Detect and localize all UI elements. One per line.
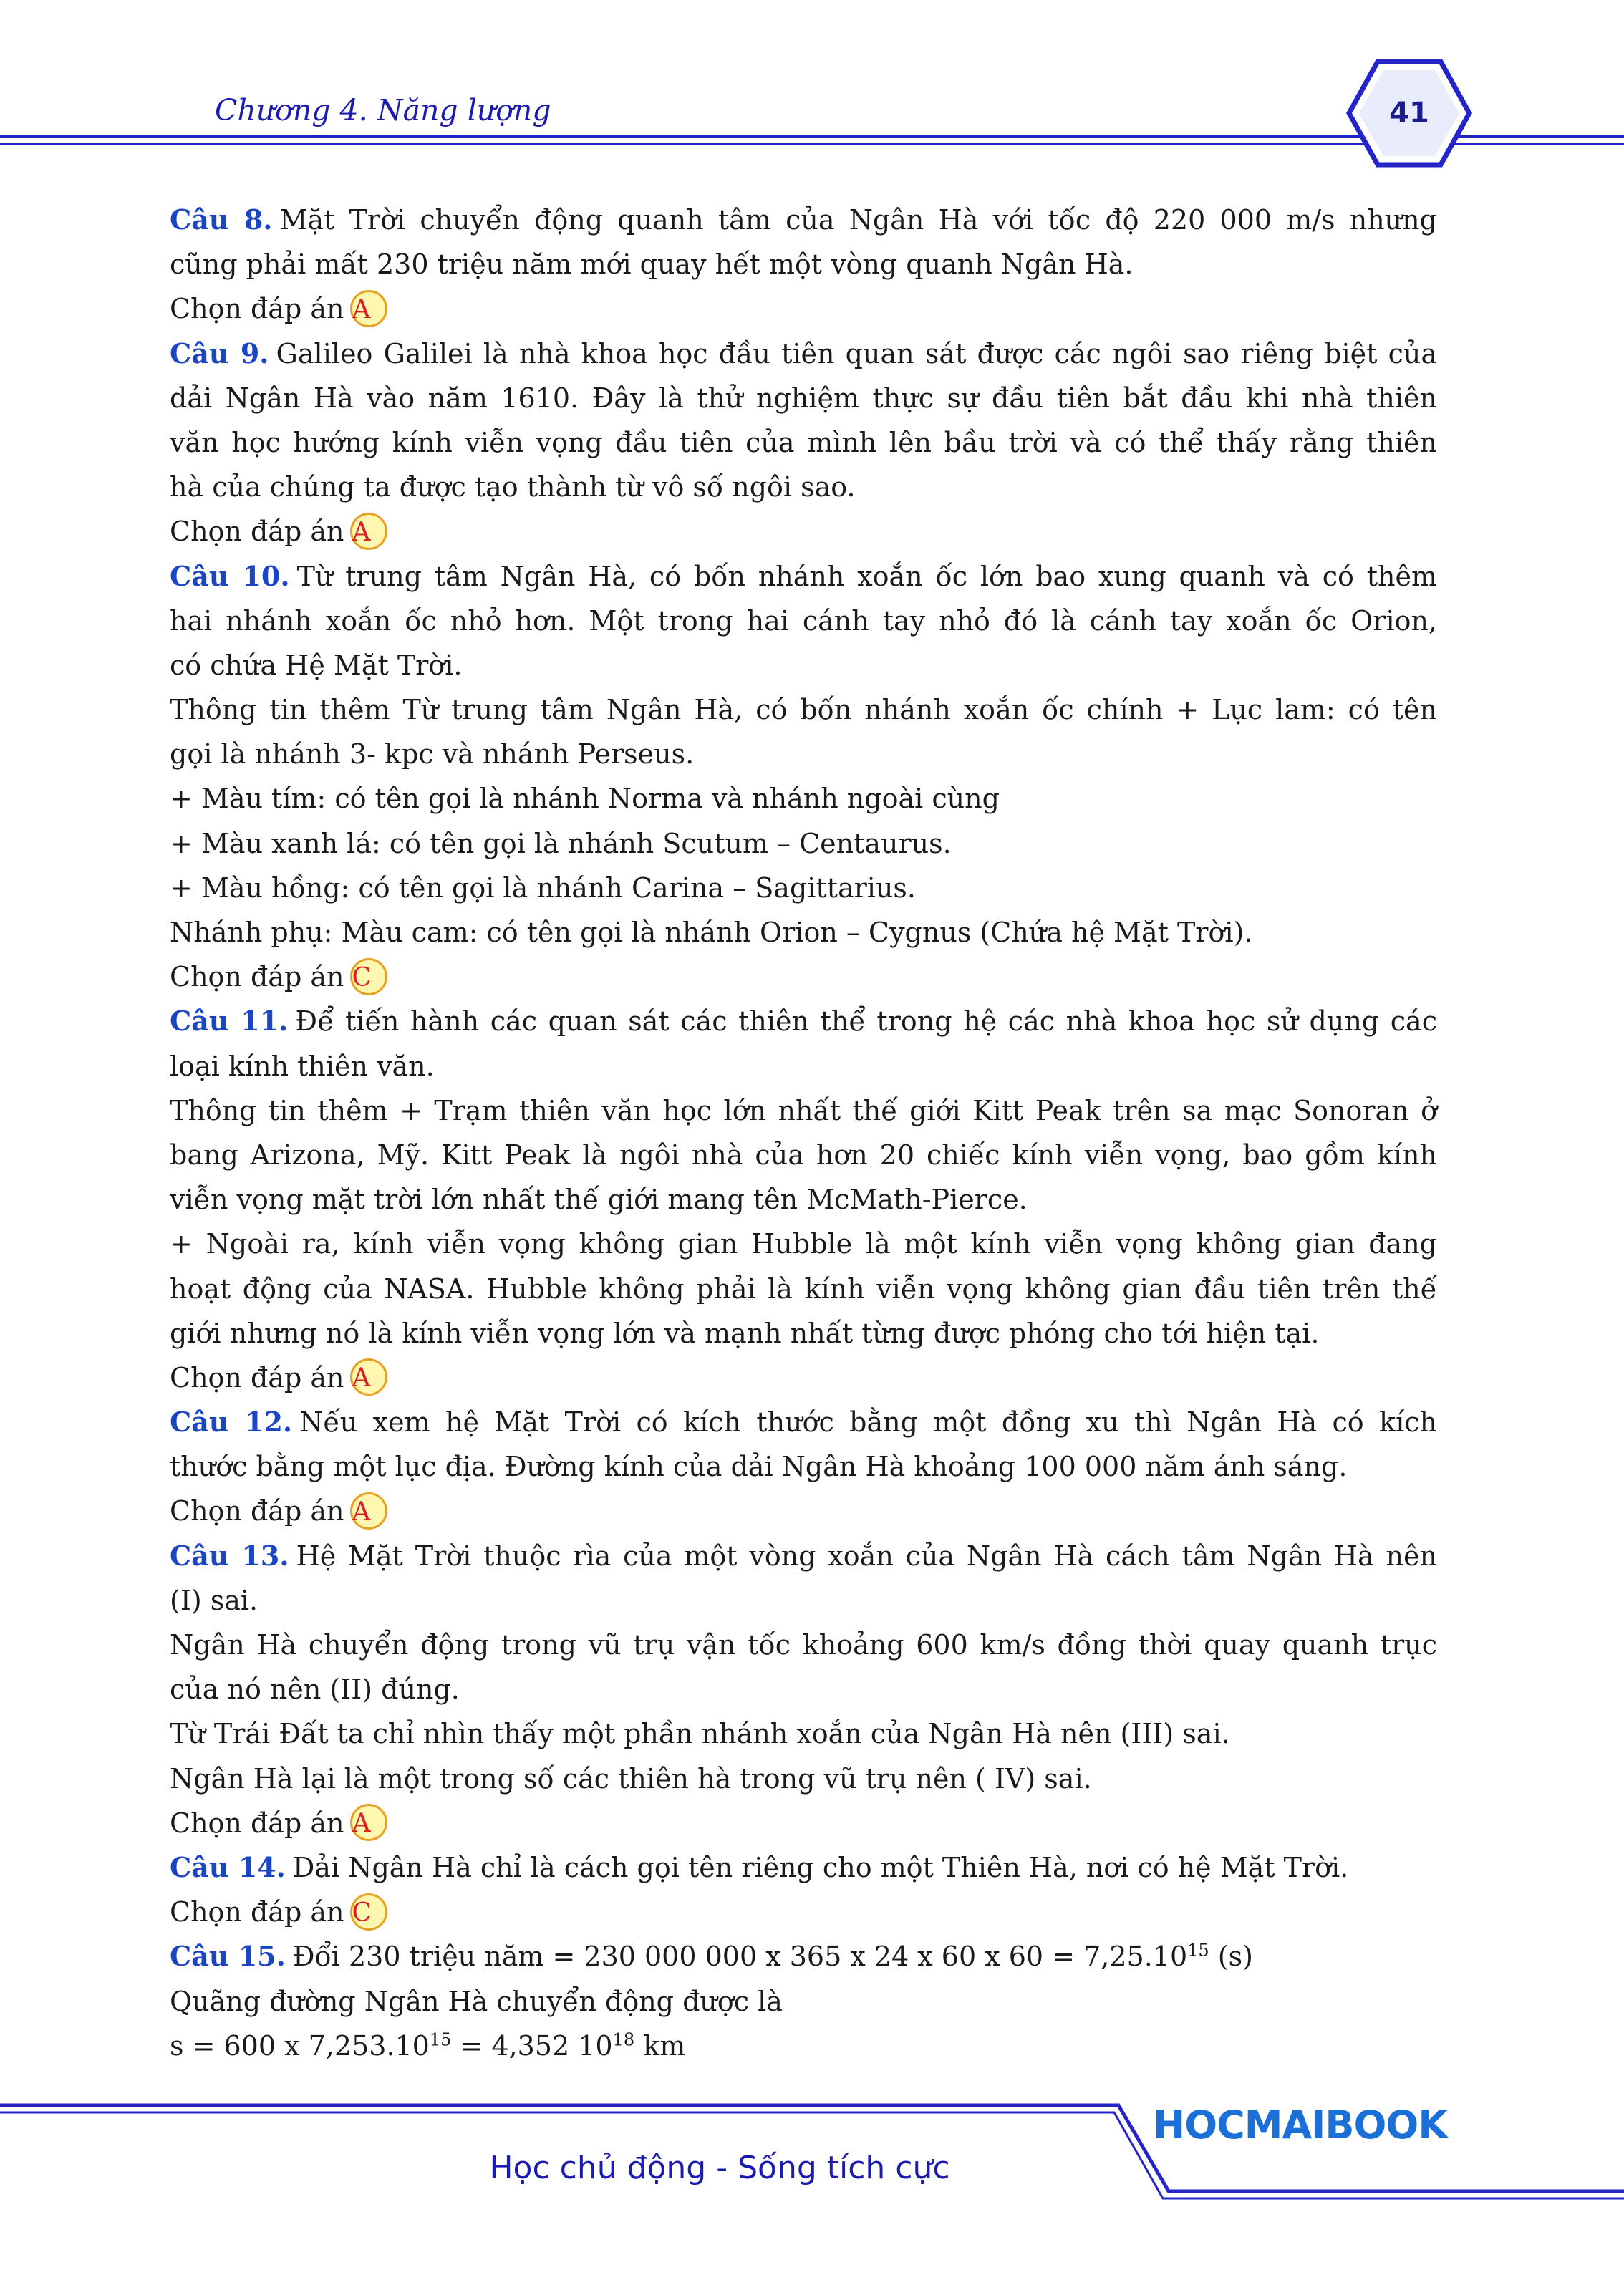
question-text-line: loại kính thiên văn.	[170, 1050, 435, 1082]
paragraph-line: Ngân Hà lại là một trong số các thiên hà trong vũ trụ nên ( IV) sai.	[170, 1762, 1092, 1795]
paragraph-line: của nó nên (II) đúng.	[170, 1673, 460, 1706]
paragraph-line: Từ Trái Đất ta chỉ nhìn thấy một phần nhánh xoắn của Ngân Hà nên (III) sai.	[170, 1718, 1230, 1750]
paragraph-line: Ngân Hà chuyển động trong vũ trụ vận tốc khoảng 600 km/s đồng thời quay quanh trục	[170, 1629, 1437, 1661]
answer-line	[170, 1356, 1437, 1400]
question-text-line: Câu 14. Dải Ngân Hà chỉ là cách gọi tên riêng cho một Thiên Hà, nơi có hệ Mặt Trời.	[170, 1850, 1349, 1883]
paragraph-line: Quãng đường Ngân Hà chuyển động được là	[170, 1985, 783, 2017]
question-text-line: văn học hướng kính viễn vọng đầu tiên của mình lên bầu trời và có thể thấy rằng thiên	[170, 426, 1437, 458]
question-text-line: Câu 15. Đổi 230 triệu năm = 230 000 000 x 365 x 24 x 60 x $60 = 7,25.10^{15}$ (s)	[170, 1940, 1253, 1973]
question-text-line: Câu 13. Hệ Mặt Trời thuộc rìa của một vòng xoắn của Ngân Hà cách tâm Ngân Hà nên	[170, 1539, 1437, 1572]
question-label: Câu 9.	[170, 337, 269, 369]
chapter-title: Chương 4. Năng lượng	[215, 93, 551, 127]
hocmaibook-logo: HOCMAIBOOK	[1153, 2102, 1448, 2148]
paragraph-line: Thông tin thêm Từ trung tâm Ngân Hà, có bốn nhánh xoắn ốc chính + Lục lam: có tên	[170, 694, 1437, 726]
paragraph-line: Nhánh phụ: Màu cam: có tên gọi là nhánh Orion – Cygnus (Chứa hệ Mặt Trời).	[170, 917, 1253, 948]
question-text-line: dải Ngân Hà vào năm 1610. Đây là thử nghiệm thực sự đầu tiên bắt đầu khi nhà thiên	[170, 382, 1437, 414]
answer-prefix: Chọn đáp án	[170, 1361, 344, 1394]
question-text-line: có chứa Hệ Mặt Trời.	[170, 649, 463, 681]
question-text-line: Câu 12. Nếu xem hệ Mặt Trời có kích thước bằng một đồng xu thì Ngân Hà có kích	[170, 1406, 1437, 1439]
paragraph-line: + Màu hồng: có tên gọi là nhánh Carina – Sagittarius.	[170, 871, 917, 904]
paragraph-line: + Ngoài ra, kính viễn vọng không gian Hubble là một kính viễn vọng không gian đang	[170, 1228, 1437, 1260]
question-label: Câu 8.	[170, 203, 273, 236]
question-text-line: (I) sai.	[170, 1584, 258, 1616]
answer-choice-badge: C	[350, 958, 387, 995]
question-label: Câu 13.	[170, 1539, 289, 1572]
question-label: Câu 11.	[170, 1005, 289, 1038]
answer-choice-badge: A	[350, 290, 387, 327]
paragraph-line: viễn vọng mặt trời lớn nhất thế giới mang tên McMath-Pierce.	[170, 1184, 1028, 1216]
page-number: 41	[1389, 97, 1429, 130]
answer-prefix: Chọn đáp án	[170, 1495, 344, 1527]
paragraph-line: hoạt động của NASA. Hubble không phải là kính viễn vọng không gian đầu tiên trên thế	[170, 1272, 1437, 1305]
answer-choice-badge: A	[350, 1492, 387, 1530]
paragraph-line: Thông tin thêm + Trạm thiên văn học lớn nhất thế giới Kitt Peak trên sa mạc Sonoran ở	[170, 1094, 1437, 1126]
question-label: Câu 10.	[170, 559, 290, 592]
question-text-line: Câu 10. Từ trung tâm Ngân Hà, có bốn nhánh xoắn ốc lớn bao xung quanh và có thêm	[170, 559, 1437, 592]
answer-prefix: Chọn đáp án	[170, 293, 344, 325]
paragraph-line: giới nhưng nó là kính viễn vọng lớn và mạnh nhất từng được phóng cho tới hiện tại.	[170, 1317, 1320, 1349]
question-label: Câu 15.	[170, 1940, 286, 1973]
answer-choice-badge: A	[350, 1358, 387, 1396]
footer-slogan: Học chủ động - Sống tích cực	[489, 2150, 950, 2186]
answer-prefix: Chọn đáp án	[170, 516, 344, 548]
paragraph-line: + Màu xanh lá: có tên gọi là nhánh Scutum – Centaurus.	[170, 827, 952, 859]
answer-prefix: Chọn đáp án	[170, 961, 344, 993]
question-label: Câu 12.	[170, 1406, 293, 1439]
paragraph-line: gọi là nhánh 3- kpc và nhánh Perseus.	[170, 738, 695, 771]
question-label: Câu 14.	[170, 1850, 286, 1883]
question-text-line: Câu 9. Galileo Galilei là nhà khoa học đầu tiên quan sát được các ngôi sao riêng biệt của	[170, 337, 1437, 369]
paragraph-line: bang Arizona, Mỹ. Kitt Peak là ngôi nhà của hơn 20 chiếc kính viễn vọng, bao gồm kính	[170, 1139, 1437, 1171]
answer-line	[170, 955, 1437, 999]
question-text-line: cũng phải mất 230 triệu năm mới quay hết một vòng quanh Ngân Hà.	[170, 248, 1134, 281]
answer-choice-badge: A	[350, 1804, 387, 1841]
paragraph-line: s = 600 x $7,253.10^{15} = 4,352$ $10^{18}$ km	[170, 2029, 686, 2062]
question-text-line: hai nhánh xoắn ốc nhỏ hơn. Một trong hai cánh tay nhỏ đó là cánh tay xoắn ốc Orion,	[170, 604, 1437, 637]
answer-line	[170, 1489, 1437, 1533]
answer-prefix: Chọn đáp án	[170, 1896, 344, 1928]
paragraph-line: + Màu tím: có tên gọi là nhánh Norma và nhánh ngoài cùng	[170, 783, 1000, 815]
answer-line	[170, 509, 1437, 554]
question-text-line: hà của chúng ta được tạo thành từ vô số ngôi sao.	[170, 471, 856, 503]
answer-choice-badge: C	[350, 1893, 387, 1931]
answer-line	[170, 286, 1437, 331]
answer-line	[170, 1890, 1437, 1934]
answer-line	[170, 1801, 1437, 1845]
answer-prefix: Chọn đáp án	[170, 1807, 344, 1839]
question-text-line: Câu 8. Mặt Trời chuyển động quanh tâm của Ngân Hà với tốc độ 220 000 m/s nhưng	[170, 203, 1437, 236]
question-text-line: Câu 11. Để tiến hành các quan sát các thiên thể trong hệ các nhà khoa học sử dụng các	[170, 1005, 1437, 1038]
solutions-content	[170, 198, 1437, 2068]
question-text-line: thước bằng một lục địa. Đường kính của dải Ngân Hà khoảng 100 000 năm ánh sáng.	[170, 1451, 1348, 1483]
answer-choice-badge: A	[350, 513, 387, 550]
